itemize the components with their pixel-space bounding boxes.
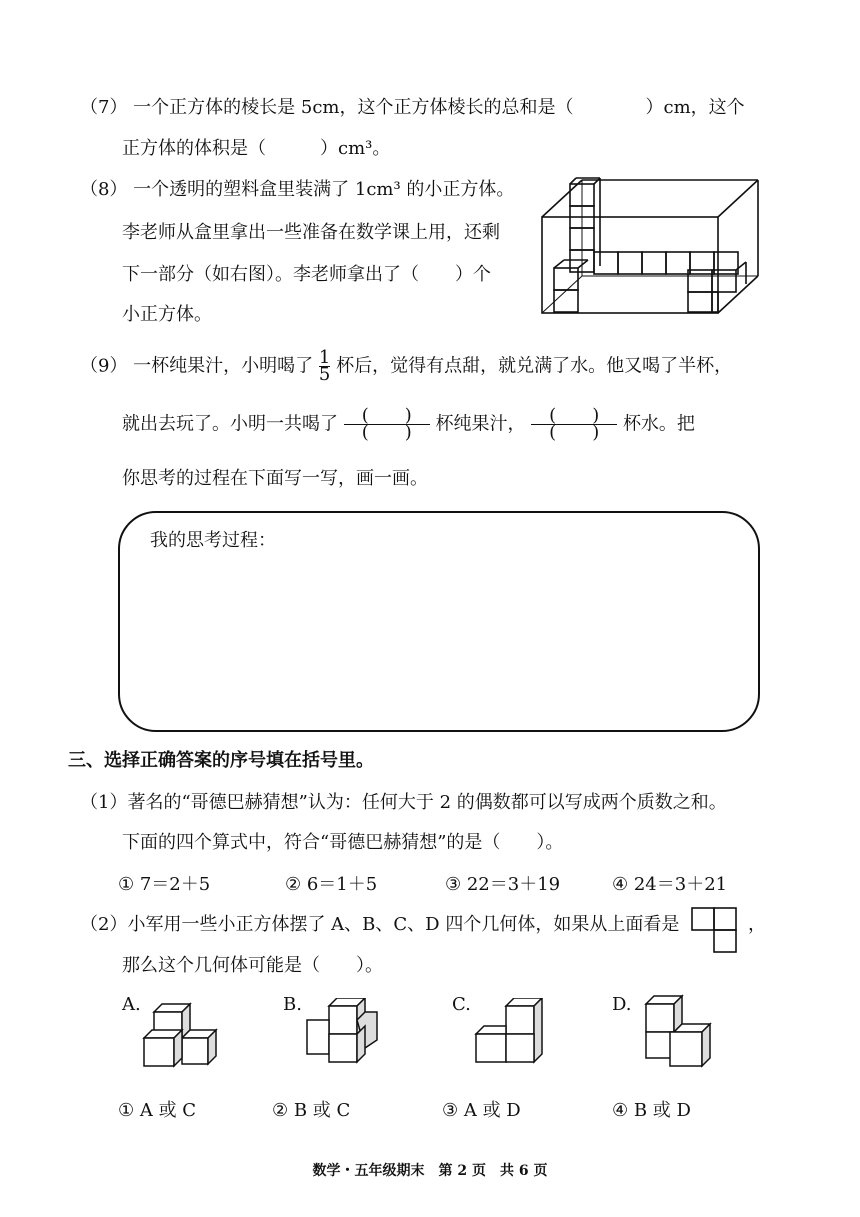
water-denominator-blank: ( ) bbox=[531, 424, 617, 441]
s3q1-line1: （1）著名的“哥德巴赫猜想”认为：任何大于 2 的偶数都可以写成两个质数之和。 bbox=[80, 792, 727, 813]
s3q2-line1: （2）小军用一些小正方体摆了 A、B、C、D 四个几何体，如果从上面看是 bbox=[80, 914, 680, 935]
s3q2-line2: 那么这个几何体可能是（ ）。 bbox=[122, 955, 383, 976]
fraction-denominator: 5 bbox=[318, 364, 331, 385]
s3q1-option-1[interactable]: ① 7＝2＋5 bbox=[118, 874, 211, 895]
s3q1-line2: 下面的四个算式中，符合“哥德巴赫猜想”的是（ ）。 bbox=[122, 832, 564, 853]
cube-figure-b bbox=[303, 998, 383, 1074]
q7-line1: （7） 一个正方体的棱长是 5cm，这个正方体棱长的总和是（ ）cm，这个 bbox=[80, 97, 745, 118]
figure-label-a: A. bbox=[122, 994, 141, 1015]
figure-label-c: C. bbox=[452, 994, 471, 1015]
cube-figure-d bbox=[636, 992, 720, 1072]
juice-denominator-blank: ( ) bbox=[344, 424, 430, 441]
q9-line1 bbox=[80, 347, 733, 385]
juice-fraction-blank[interactable] bbox=[344, 405, 430, 443]
q8-line4: 小正方体。 bbox=[122, 304, 212, 325]
q9-line2-mid: 杯纯果汁， bbox=[435, 413, 526, 435]
q8-line1: （8） 一个透明的塑料盒里装满了 1cm³ 的小正方体。 bbox=[80, 179, 515, 200]
q9-line1-start: （9） 一杯纯果汁，小明喝了 bbox=[80, 355, 314, 377]
q9-line2-start: 就出去玩了。小明一共喝了 bbox=[122, 413, 338, 435]
transparent-box-figure bbox=[530, 172, 770, 322]
figure-label-b: B. bbox=[283, 994, 302, 1015]
s3q1-option-4[interactable]: ④ 24＝3＋21 bbox=[612, 874, 728, 895]
cube-figure-c bbox=[470, 998, 550, 1074]
figure-label-d: D. bbox=[612, 994, 632, 1015]
q9-line2-end: 杯水。把 bbox=[622, 413, 695, 435]
q8-line2: 李老师从盒里拿出一些准备在数学课上用，还剩 bbox=[122, 222, 500, 243]
fraction-one-fifth bbox=[318, 347, 331, 385]
s3q1-option-3[interactable]: ③ 22＝3＋19 bbox=[445, 874, 561, 895]
water-fraction-blank[interactable] bbox=[531, 405, 617, 443]
s3q2-line1-end: ， bbox=[748, 914, 766, 935]
fraction-numerator: 1 bbox=[318, 347, 331, 368]
q9-line1-end: 杯后，觉得有点甜，就兑满了水。他又喝了半杯， bbox=[336, 355, 733, 377]
page-footer: 数学・五年级期末 第 2 页 共 6 页 bbox=[312, 1163, 548, 1179]
top-view-figure bbox=[690, 906, 740, 954]
s3q2-option-3[interactable]: ③ A 或 D bbox=[442, 1100, 521, 1121]
juice-numerator-blank: ( ) bbox=[361, 405, 412, 426]
q8-line3: 下一部分（如右图）。李老师拿出了（ ）个 bbox=[122, 264, 491, 285]
s3q2-option-4[interactable]: ④ B 或 D bbox=[612, 1100, 691, 1121]
q9-line2 bbox=[122, 405, 695, 443]
water-numerator-blank: ( ) bbox=[549, 405, 600, 426]
s3q2-option-1[interactable]: ① A 或 C bbox=[118, 1100, 197, 1121]
s3q1-option-2[interactable]: ② 6＝1＋5 bbox=[285, 874, 378, 895]
thinking-box-label: 我的思考过程： bbox=[150, 530, 276, 551]
q7-line2: 正方体的体积是（ ）cm³。 bbox=[122, 138, 391, 159]
s3q2-option-2[interactable]: ② B 或 C bbox=[272, 1100, 351, 1121]
q9-line3: 你思考的过程在下面写一写，画一画。 bbox=[122, 468, 428, 489]
cube-figure-a bbox=[140, 998, 220, 1074]
section3-title: 三、选择正确答案的序号填在括号里。 bbox=[68, 750, 374, 771]
